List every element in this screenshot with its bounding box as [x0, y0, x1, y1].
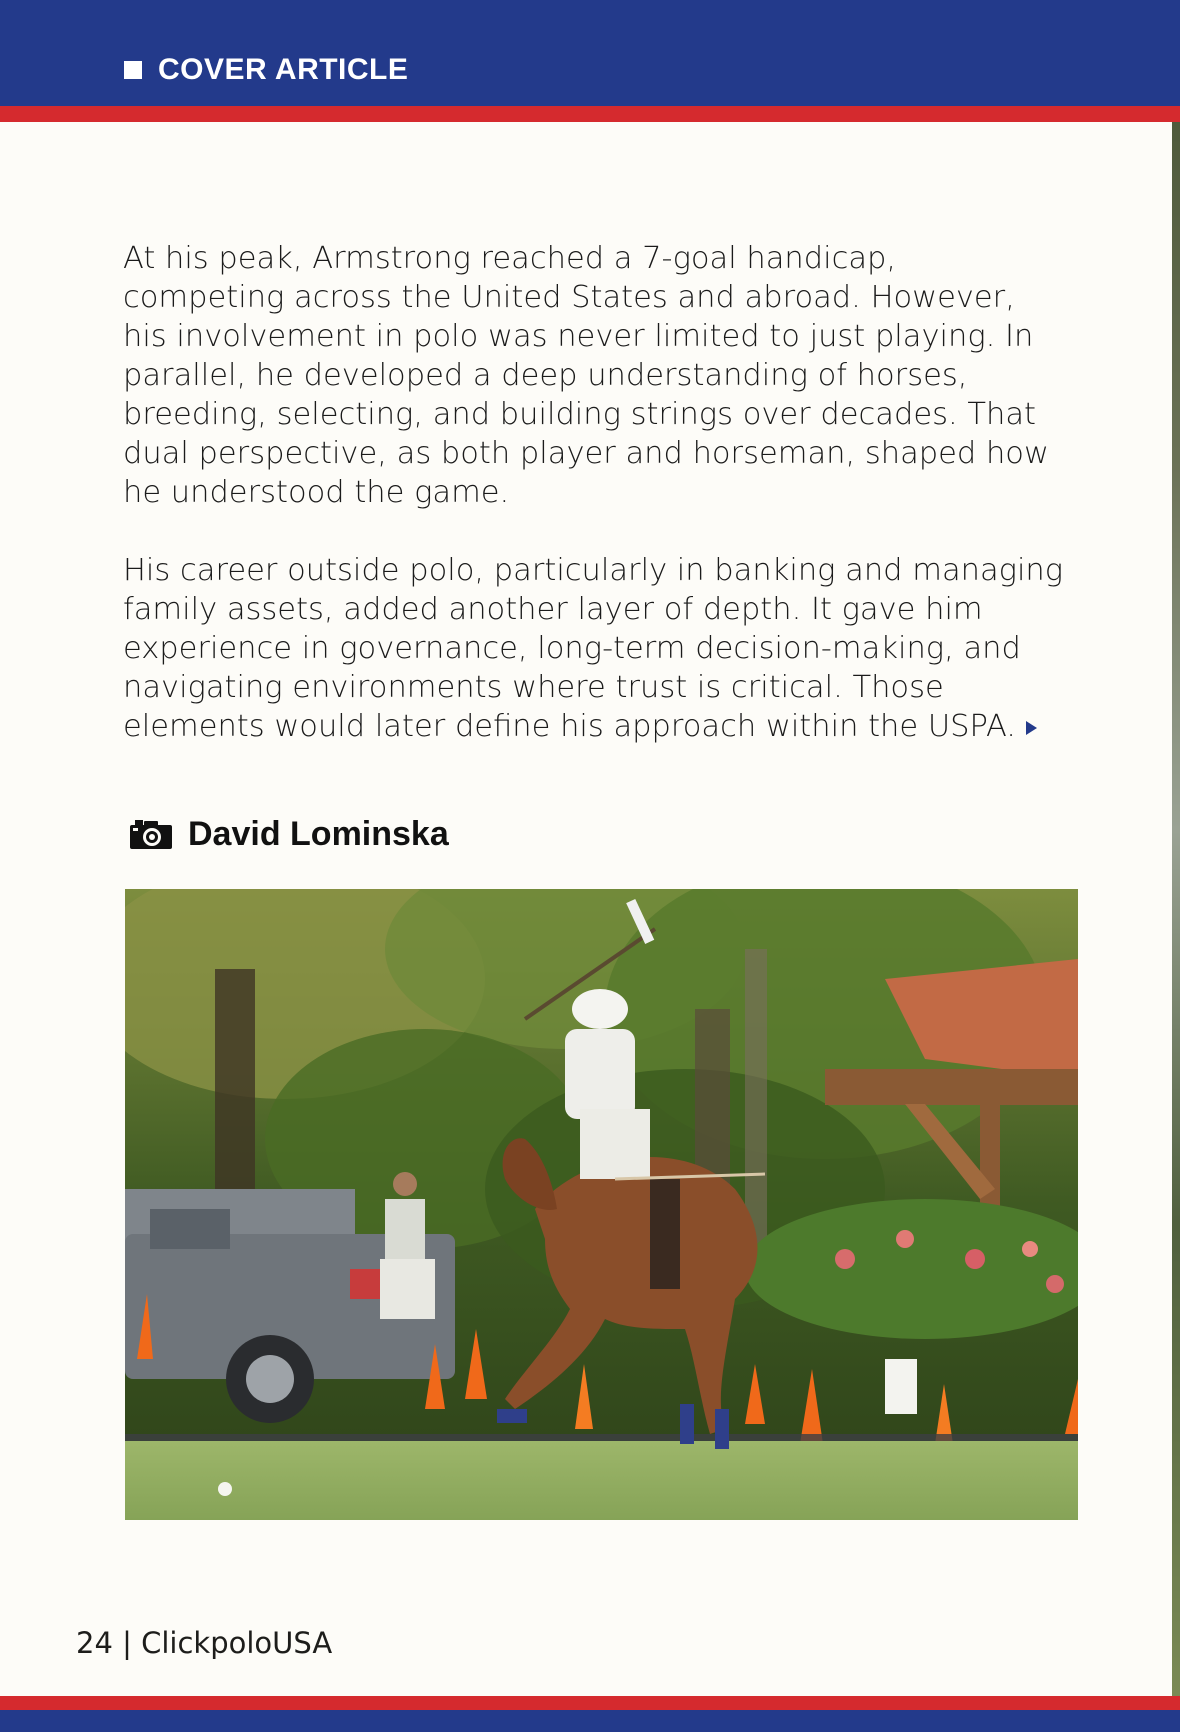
- page-footer-label: 24 | ClickpoloUSA: [76, 1626, 333, 1660]
- paragraph-last-line: [123, 707, 1073, 746]
- footer-band: [0, 1710, 1180, 1732]
- article-paragraph-1: [123, 239, 1073, 512]
- article-end-triangle-icon: [1026, 721, 1037, 735]
- paragraph-line: breeding, selecting, and building strings over decades. That: [123, 397, 1037, 432]
- paragraph-line: his involvement in polo was never limited to just playing. In: [123, 319, 1034, 354]
- footer-red-stripe: [0, 1696, 1180, 1710]
- polo-photo: [125, 889, 1078, 1520]
- camera-icon: [130, 819, 172, 849]
- page-edge-strip: [1172, 122, 1180, 1696]
- paragraph-line: experience in governance, long-term decision-making, and: [123, 631, 1021, 666]
- header-red-stripe: [0, 106, 1180, 122]
- paragraph-line: parallel, he developed a deep understanding of horses,: [123, 358, 968, 393]
- paragraph-line: navigating environments where trust is critical. Those: [123, 670, 944, 705]
- polo-player-image: [125, 889, 1078, 1520]
- paragraph-line: he understood the game.: [123, 475, 510, 510]
- photo-credit: [130, 812, 449, 856]
- article-paragraph-2: [123, 551, 1073, 746]
- square-bullet-icon: [124, 61, 142, 79]
- paragraph-line: At his peak, Armstrong reached a 7-goal handicap,: [123, 241, 897, 276]
- paragraph-line: competing across the United States and abroad. However,: [123, 280, 1015, 315]
- paragraph-line: dual perspective, as both player and horseman, shaped how: [123, 436, 1049, 471]
- photo-credit-name: David Lominska: [188, 814, 449, 853]
- section-label-text: COVER ARTICLE: [158, 53, 409, 86]
- paragraph-line: family assets, added another layer of depth. It gave him: [123, 592, 983, 627]
- paragraph-line-text: elements would later define his approach within the USPA.: [123, 709, 1016, 744]
- paragraph-line: His career outside polo, particularly in banking and managing: [123, 553, 1064, 588]
- section-label: [124, 50, 408, 90]
